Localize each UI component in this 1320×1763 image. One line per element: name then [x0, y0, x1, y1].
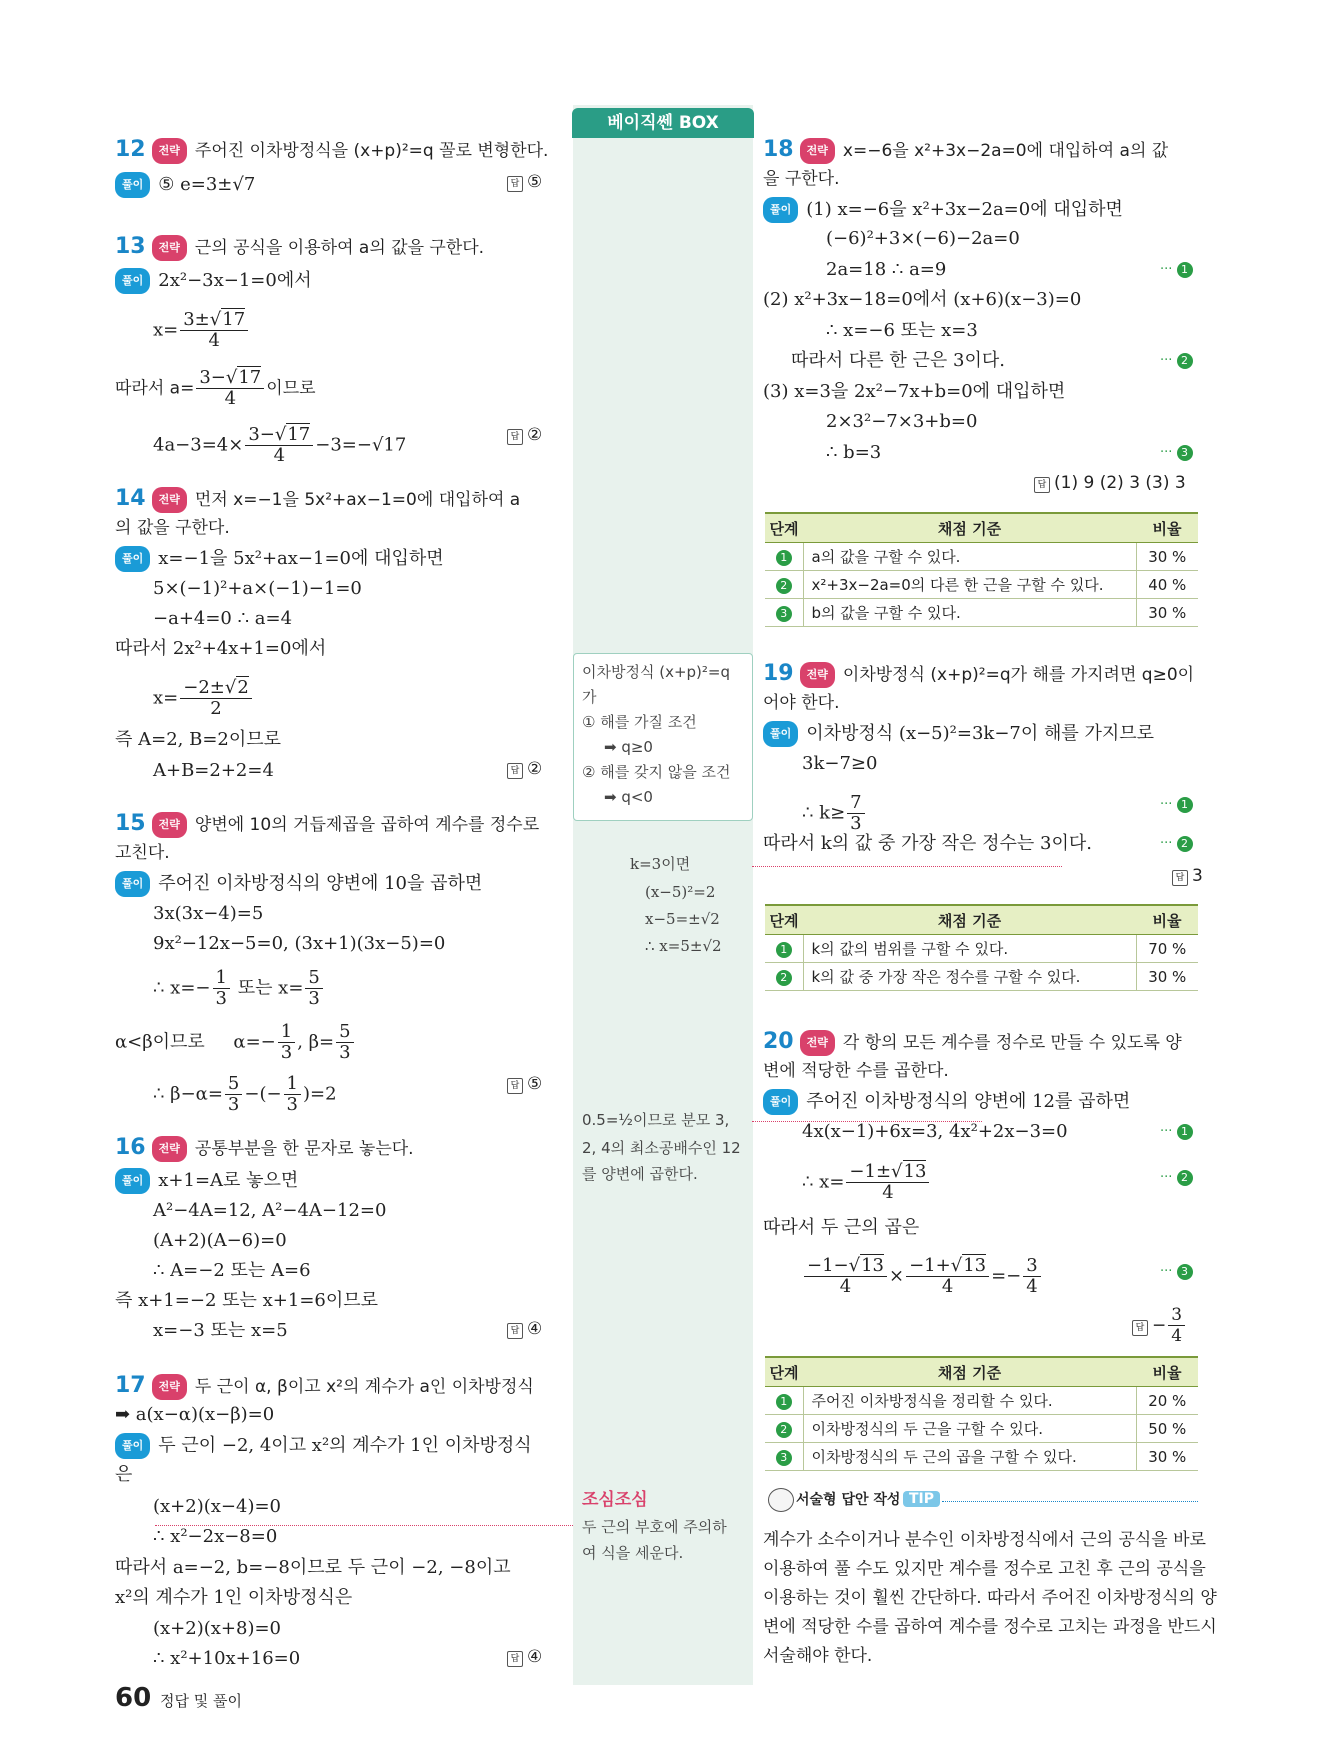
- step-marker: ··· 1: [1160, 1124, 1193, 1140]
- problem-17-line2: (x+2)(x−4)=0: [153, 1496, 281, 1517]
- problem-15-strategy2: 고친다.: [115, 843, 170, 863]
- answer-16: 답 ④: [507, 1319, 542, 1339]
- problem-16-strategy: 16 전략 공통부분을 한 문자로 놓는다.: [115, 1135, 414, 1160]
- answer-icon: 답: [507, 176, 523, 192]
- note1-line: 가: [582, 688, 597, 706]
- step-marker: ··· 1: [1160, 797, 1193, 813]
- problem-14-line2: 5×(−1)²+a×(−1)−1=0: [153, 578, 362, 599]
- problem-17-line1b: 은: [115, 1464, 133, 1485]
- note2-connector: [752, 866, 1062, 867]
- problem-20-line1: 풀이 주어진 이차방정식의 양변에 12를 곱하면: [763, 1089, 1130, 1115]
- problem-16-line1: 풀이 x+1=A로 놓으면: [115, 1168, 298, 1194]
- problem-18-line7: (3) x=3을 2x²−7x+b=0에 대입하면: [763, 381, 1066, 402]
- problem-17-line5: x²의 계수가 1인 이차방정식은: [115, 1587, 353, 1608]
- answer-17: 답 ④: [507, 1647, 542, 1667]
- grading-table-20: 단계 채점 기준 비율 1 주어진 이차방정식을 정리할 수 있다. 20 % 2 이차방정식의 두 근을 구할 수 있다. 50 % 3 이차방정식의 두 근의 곱을 구할 수 있다. 30 %: [765, 1356, 1198, 1471]
- table-row: 1 a의 값을 구할 수 있다. 30 %: [765, 543, 1198, 571]
- problem-12-strategy: 12 전략 주어진 이차방정식을 (x+p)²=q 꼴로 변형한다.: [115, 137, 549, 162]
- problem-19-line2: 3k−7≥0: [802, 753, 878, 774]
- note2-line: x−5=±√2: [645, 910, 720, 928]
- answer-15: 답 ⑤: [507, 1074, 542, 1094]
- step-marker: ··· 1: [1160, 262, 1193, 278]
- problem-14-strategy: 14 전략 먼저 x=−1을 5x²+ax−1=0에 대입하여 a: [115, 486, 521, 511]
- problem-16-line3: (A+2)(A−6)=0: [153, 1230, 287, 1251]
- problem-19-line1: 풀이 이차방정식 (x−5)²=3k−7이 해를 가지므로: [763, 721, 1154, 747]
- grading-table-18: 단계 채점 기준 비율 1 a의 값을 구할 수 있다. 30 % 2 x²+3x−2a=0의 다른 한 근을 구할 수 있다. 40 % 3 b의 값을 구할 수 있다. 30 %: [765, 512, 1198, 627]
- note4-line: 여 식을 세운다.: [582, 1544, 684, 1562]
- problem-18-line9: ∴ b=3: [826, 442, 882, 463]
- problem-15-strategy: 15 전략 양변에 10의 거듭제곱을 곱하여 계수를 정수로: [115, 811, 540, 836]
- problem-17-line6: (x+2)(x+8)=0: [153, 1618, 281, 1639]
- problem-13-line2: x= $\frac{3\pm√17}{4}$: [153, 310, 250, 351]
- table-row: 2 k의 값 중 가장 작은 정수를 구할 수 있다. 30 %: [765, 963, 1198, 991]
- problem-18-line5: ∴ x=−6 또는 x=3: [826, 320, 978, 341]
- step-marker: ··· 2: [1160, 1170, 1193, 1186]
- mascot-icon: [768, 1488, 794, 1512]
- problem-15-line1: 풀이 주어진 이차방정식의 양변에 10을 곱하면: [115, 871, 482, 897]
- tip-line: 변에 적당한 수를 곱하여 계수를 정수로 고치는 과정을 반드시: [763, 1617, 1217, 1637]
- answer-14: 답 ②: [507, 759, 542, 779]
- problem-14-line4: 따라서 2x²+4x+1=0에서: [115, 638, 327, 659]
- problem-18-line6: 따라서 다른 한 근은 3이다.: [791, 350, 1005, 371]
- step-marker: ··· 3: [1160, 445, 1193, 461]
- problem-17-line4: 따라서 a=−2, b=−8이므로 두 근이 −2, −8이고: [115, 1557, 511, 1578]
- basic-box-title: 베이직쎈 BOX: [572, 108, 754, 138]
- note1-line: ② 해를 갖지 않을 조건: [582, 763, 731, 781]
- table-row: 1 주어진 이차방정식을 정리할 수 있다. 20 %: [765, 1387, 1198, 1415]
- problem-13-strategy: 13 전략 근의 공식을 이용하여 a의 값을 구한다.: [115, 234, 485, 259]
- caution-title: 조심조심: [582, 1490, 648, 1510]
- table-row: 3 b의 값을 구할 수 있다. 30 %: [765, 599, 1198, 627]
- problem-15-line3: 9x²−12x−5=0, (3x+1)(3x−5)=0: [153, 933, 446, 954]
- problem-14-line6: 즉 A=2, B=2이므로: [115, 729, 282, 750]
- note2-line: k=3이면: [630, 855, 691, 873]
- note1-line: ① 해를 가질 조건: [582, 713, 697, 731]
- answer-19: 답 3: [1172, 866, 1203, 886]
- step-marker: ··· 2: [1160, 353, 1193, 369]
- problem-17-line7: ∴ x²+10x+16=0: [153, 1648, 301, 1669]
- problem-19-strategy2: 어야 한다.: [763, 693, 840, 713]
- note1-line: ➡ q<0: [604, 788, 653, 806]
- problem-18-line2: (−6)²+3×(−6)−2a=0: [826, 228, 1020, 249]
- problem-19-line3: ∴ k≥ $\frac{7}{3}$: [802, 793, 867, 834]
- problem-14-line7: A+B=2+2=4: [153, 760, 274, 781]
- note1-line: 이차방정식 (x+p)²=q: [582, 663, 730, 681]
- problem-15-line5: α<β이므로 α=− $\frac{1}{3}$ , β= $\frac{5}{3}$: [115, 1022, 356, 1063]
- note2-line: ∴ x=5±√2: [645, 937, 722, 955]
- note3-line: 를 양변에 곱한다.: [582, 1165, 698, 1183]
- problem-14-line5: x= $\frac{-2\pm√2}{2}$: [153, 678, 254, 719]
- answer-20: 답 − $\frac{3}{4}$: [1132, 1305, 1187, 1346]
- tip-line: 이용하여 풀 수도 있지만 계수를 정수로 고친 후 근의 공식을: [763, 1559, 1206, 1579]
- step-marker: ··· 2: [1160, 836, 1193, 852]
- problem-20-line5: $\frac{-1-√13}{4}$ × $\frac{-1+√13}{4}$ =− $\frac{3}{4}$: [802, 1256, 1043, 1297]
- problem-18-line4: (2) x²+3x−18=0에서 (x+6)(x−3)=0: [763, 289, 1082, 310]
- note3-line: 0.5=½이므로 분모 3,: [582, 1111, 730, 1129]
- problem-18-line1: 풀이 (1) x=−6을 x²+3x−2a=0에 대입하면: [763, 197, 1123, 223]
- tip-line: 계수가 소수이거나 분수인 이차방정식에서 근의 공식을 바로: [763, 1530, 1206, 1550]
- problem-13-line3: 따라서 a= $\frac{3-√17}{4}$ 이므로: [115, 367, 316, 409]
- note2-line: (x−5)²=2: [645, 883, 716, 901]
- problem-18-strategy2: 을 구한다.: [763, 169, 840, 189]
- problem-12-solution: 풀이 ⑤ e=3±√7: [115, 172, 255, 198]
- problem-20-line2: 4x(x−1)+6x=3, 4x²+2x−3=0: [802, 1121, 1068, 1142]
- problem-15-line4: ∴ x=− $\frac{1}{3}$ 또는 x= $\frac{5}{3}$: [153, 968, 325, 1009]
- solution-badge: 풀이: [115, 172, 150, 198]
- tip-line: 서술해야 한다.: [763, 1646, 873, 1666]
- problem-16-line6: x=−3 또는 x=5: [153, 1320, 288, 1341]
- problem-17-line1: 풀이 두 근이 −2, 4이고 x²의 계수가 1인 이차방정식: [115, 1433, 532, 1459]
- problem-15-line2: 3x(3x−4)=5: [153, 903, 264, 924]
- note1-line: ➡ q≥0: [604, 738, 653, 756]
- problem-20-strategy: 20 전략 각 항의 모든 계수를 정수로 만들 수 있도록 양: [763, 1029, 1182, 1054]
- problem-13-line4: 4a−3=4× $\frac{3-√17}{4}$ −3=−√17: [153, 424, 407, 466]
- tip-title: 서술형 답안 작성: [796, 1492, 901, 1508]
- problem-18-strategy: 18 전략 x=−6을 x²+3x−2a=0에 대입하여 a의 값: [763, 137, 1169, 162]
- problem-14-line3: −a+4=0 ∴ a=4: [153, 608, 293, 629]
- problem-13-line1: 풀이 2x²−3x−1=0에서: [115, 268, 312, 294]
- problem-15-line6: ∴ β−α= $\frac{5}{3}$ −(− $\frac{1}{3}$ )=2: [153, 1073, 337, 1115]
- problem-number: 12: [115, 137, 146, 162]
- table-row: 2 이차방정식의 두 근을 구할 수 있다. 50 %: [765, 1415, 1198, 1443]
- tip-tag: TIP: [903, 1491, 940, 1507]
- problem-16-line5: 즉 x+1=−2 또는 x+1=6이므로: [115, 1290, 379, 1311]
- table-row: 1 k의 값의 범위를 구할 수 있다. 70 %: [765, 935, 1198, 963]
- problem-17-strategy: 17 전략 두 근이 α, β이고 x²의 계수가 a인 이차방정식: [115, 1373, 534, 1398]
- table-row: 3 이차방정식의 두 근의 곱을 구할 수 있다. 30 %: [765, 1443, 1198, 1471]
- note4-line: 두 근의 부호에 주의하: [582, 1518, 727, 1536]
- problem-18-line8: 2×3²−7×3+b=0: [826, 411, 978, 432]
- problem-14-line1: 풀이 x=−1을 5x²+ax−1=0에 대입하면: [115, 546, 444, 572]
- grading-table-19: 단계 채점 기준 비율 1 k의 값의 범위를 구할 수 있다. 70 % 2 k의 값 중 가장 작은 정수를 구할 수 있다. 30 %: [765, 904, 1198, 991]
- answer-12: 답 ⑤: [507, 172, 542, 192]
- problem-20-line3: ∴ x= $\frac{-1\pm√13}{4}$: [802, 1162, 931, 1203]
- note3-line: 2, 4의 최소공배수인 12: [582, 1139, 741, 1157]
- answer-13: 답 ②: [507, 425, 542, 445]
- problem-18-line3: 2a=18 ∴ a=9: [826, 259, 947, 280]
- strategy-badge: 전략: [152, 138, 187, 164]
- problem-16-line4: ∴ A=−2 또는 A=6: [153, 1260, 311, 1281]
- answer-18: 답 (1) 9 (2) 3 (3) 3: [1034, 473, 1186, 493]
- page-number: 60: [115, 1683, 152, 1713]
- problem-19-line4: 따라서 k의 값 중 가장 작은 정수는 3이다.: [763, 833, 1092, 854]
- problem-20-strategy2: 변에 적당한 수를 곱한다.: [763, 1061, 949, 1081]
- tip-line: 이용하는 것이 훨씬 간단하다. 따라서 주어진 이차방정식의 양: [763, 1588, 1217, 1608]
- problem-20-line4: 따라서 두 근의 곱은: [763, 1217, 920, 1238]
- step-marker: ··· 3: [1160, 1264, 1193, 1280]
- footer-label: 정답 및 풀이: [160, 1692, 242, 1710]
- table-row: 2 x²+3x−2a=0의 다른 한 근을 구할 수 있다. 40 %: [765, 571, 1198, 599]
- problem-19-strategy: 19 전략 이차방정식 (x+p)²=q가 해를 가지려면 q≥0이: [763, 661, 1195, 686]
- tip-divider: [942, 1501, 1198, 1502]
- problem-16-line2: A²−4A=12, A²−4A−12=0: [153, 1200, 387, 1221]
- problem-17-line3: ∴ x²−2x−8=0: [153, 1526, 278, 1547]
- problem-17-strategy2: ➡ a(x−α)(x−β)=0: [115, 1404, 275, 1425]
- problem-14-strategy2: 의 값을 구한다.: [115, 518, 230, 538]
